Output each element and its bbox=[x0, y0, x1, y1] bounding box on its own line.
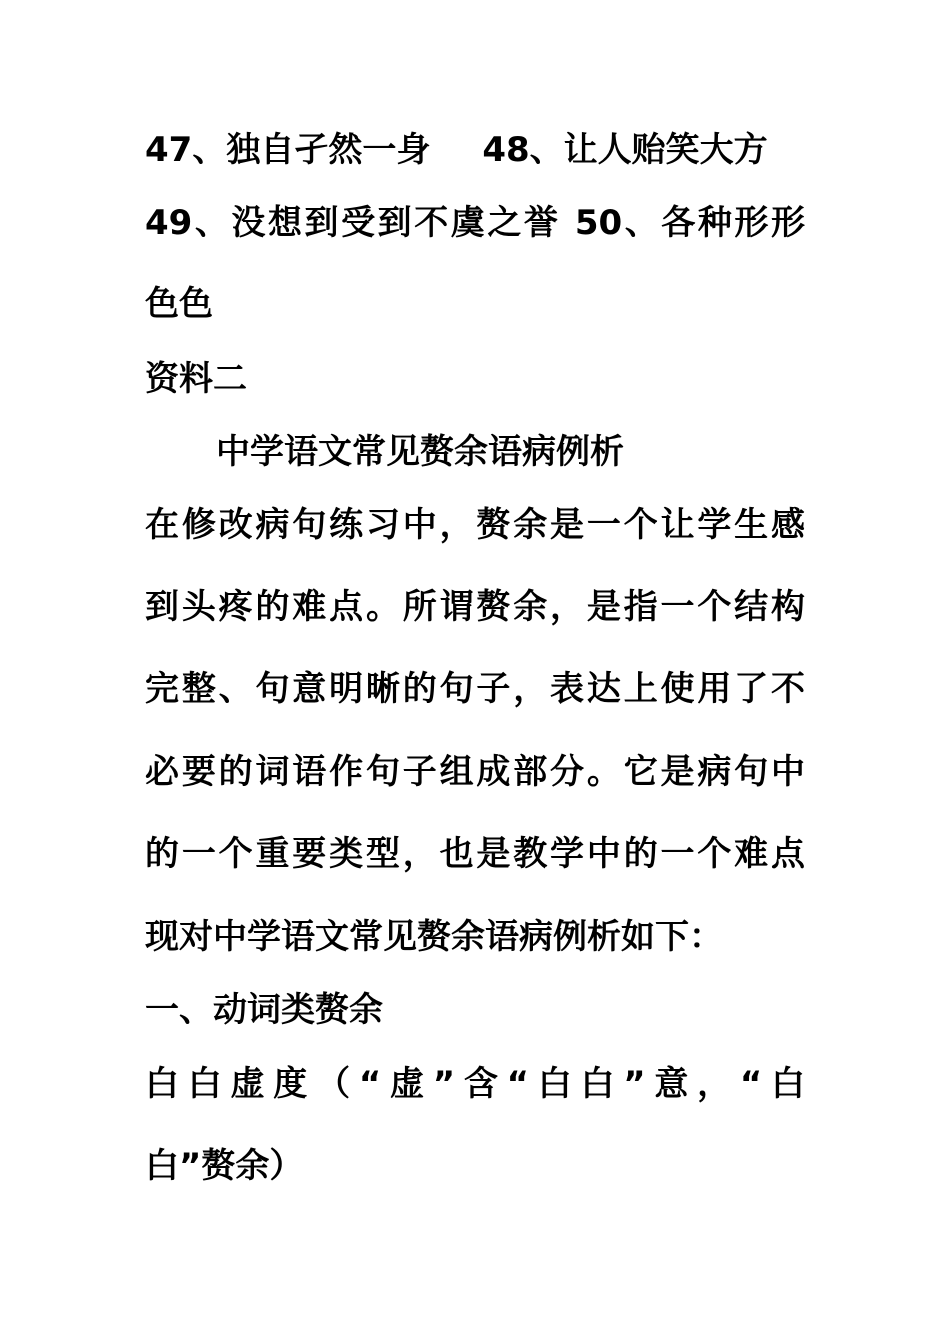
intro-line: 现对中学语文常见赘余语病例析如下： bbox=[145, 917, 723, 957]
item-47: 47、独自孑然一身 bbox=[145, 130, 431, 170]
example-line: 白白虚度（“虚”含“白白”意，“白 bbox=[145, 1064, 805, 1104]
item-50-continuation: 色色 bbox=[145, 284, 213, 324]
item-50: 50、各种形形 bbox=[574, 203, 805, 243]
article-title: 中学语文常见赘余语病例析 bbox=[216, 432, 624, 472]
intro-line: 的一个重要类型，也是教学中的一个难点 bbox=[145, 834, 805, 874]
item-49: 49、没想到受到不虞之誉 bbox=[145, 203, 561, 243]
intro-line: 完整、句意明晰的句子，表达上使用了不 bbox=[145, 669, 805, 709]
item-48: 48、让人贻笑大方 bbox=[482, 130, 768, 170]
section-label: 资料二 bbox=[145, 359, 247, 399]
intro-line: 必要的词语作句子组成部分。它是病句中 bbox=[145, 752, 805, 792]
intro-line: 在修改病句练习中，赘余是一个让学生感 bbox=[145, 505, 805, 545]
example-line: 白”赘余） bbox=[145, 1146, 304, 1186]
intro-line: 到头疼的难点。所谓赘余，是指一个结构 bbox=[145, 587, 805, 627]
item-row-49-50 bbox=[145, 203, 805, 243]
section-heading-1: 一、动词类赘余 bbox=[145, 990, 383, 1030]
item-row-47-48 bbox=[145, 130, 768, 170]
